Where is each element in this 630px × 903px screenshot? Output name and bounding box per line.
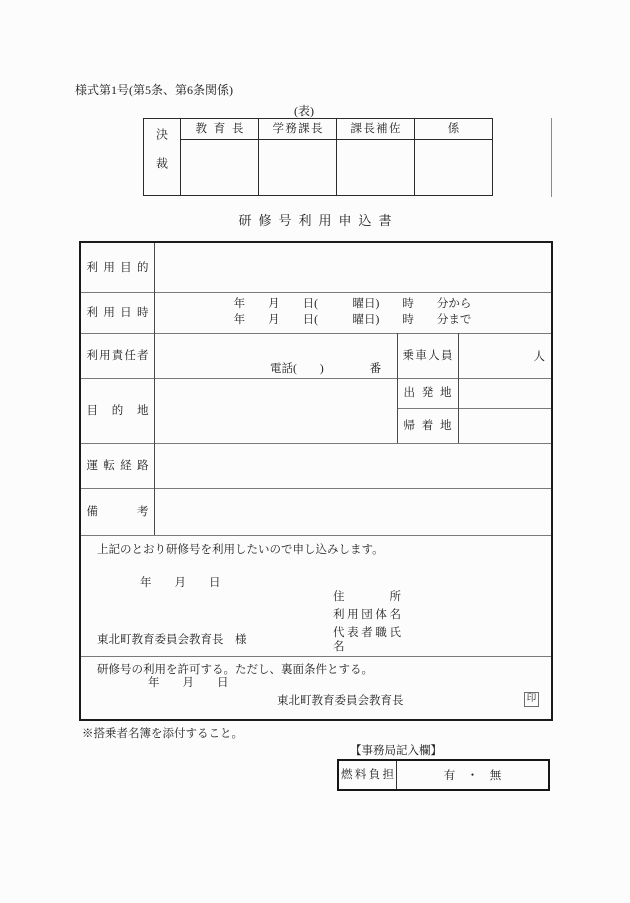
approval-row-header-cell [144,119,181,195]
return-label-cell [397,408,458,443]
datetime-label: 利用日時 [86,306,149,319]
address-label: 住所 [333,591,401,603]
approval-column-assistant-chief [337,119,415,195]
datetime-input-area [154,292,551,333]
remarks-label: 備考 [86,505,149,518]
departure-label: 出発地 [403,387,452,399]
fuel-label: 燃料負担 [341,769,394,781]
organization-label: 利用団体名 [333,609,401,621]
addressee-line: 東北町教育委員会教育長 様 [97,634,247,646]
application-form-table [79,241,553,721]
approval-column-staff [415,119,492,195]
fuel-options: 有 ・ 無 [443,770,502,782]
datetime-label-cell [81,292,154,333]
form-number: 様式第1号(第5条、第6条関係) [75,83,233,97]
document-title: 研修号利用申込書 [238,213,399,228]
destination-label: 目的地 [86,404,149,417]
approval-column-header [415,119,492,140]
datetime-from-line: 年 月 日( 曜日) 時 分から [233,298,472,310]
application-section [81,535,551,656]
approval-row-header: 決裁 [154,128,169,186]
approval-stamp-area [259,140,336,195]
application-statement: 上記のとおり研修号を利用したいので申し込みします。 [97,544,384,556]
departure-label-cell [397,378,458,408]
application-date-line: 年 月 日 [140,577,221,589]
approval-column-header [181,119,258,140]
approval-column-label: 教育長 [195,123,244,135]
purpose-input-area [154,243,551,292]
route-label: 運転経路 [86,459,149,472]
departure-input-area [458,378,551,408]
responsible-label-cell [81,333,154,378]
approval-column-school-affairs-chief [259,119,337,195]
fuel-label-cell [339,761,397,789]
passengers-label-cell [397,333,458,378]
approval-stamp-area [337,140,414,195]
approval-column-label: 係 [447,123,460,135]
applicant-info-block [333,590,401,658]
approval-stamp-area [181,140,258,195]
approval-column-label: 課長補佐 [350,123,401,135]
office-use-title: 【事務局記入欄】 [350,745,442,757]
passengers-label: 乗車人員 [402,349,453,362]
responsible-label: 利用責任者 [86,349,149,362]
fuel-options-cell [397,761,548,789]
destination-label-cell [81,378,154,443]
office-use-table [337,759,550,791]
approval-stamp-table [143,118,493,196]
return-input-area [458,408,551,443]
permission-statement: 研修号の利用を許可する。ただし、裏面条件とする。 [97,664,373,676]
remarks-input-area [154,488,551,535]
datetime-to-line: 年 月 日( 曜日) 時 分まで [233,313,472,326]
seal-box [524,692,539,707]
approval-column-label: 学務課長 [272,123,323,135]
purpose-label-cell [81,243,154,292]
front-side-label: (表) [294,104,314,118]
page-edge-rule [551,118,552,197]
passengers-value-cell [458,333,551,378]
representative-label: 代表者職氏名 [333,627,401,653]
passengers-unit: 人 [533,350,545,363]
phone-line: 電話( ) 番 [270,363,382,375]
permission-date-line: 年 月 日 [148,677,229,689]
attachment-footnote: ※搭乗者名簿を添付すること。 [82,728,243,740]
remarks-label-cell [81,488,154,535]
permission-signer: 東北町教育委員会教育長 [277,695,404,707]
approval-stamp-area [415,140,492,195]
return-label: 帰着地 [403,419,452,432]
permission-section [81,656,551,719]
approval-column-header [259,119,336,140]
route-input-area [154,443,551,488]
purpose-label: 利用目的 [86,261,149,274]
seal-mark: 印 [526,693,537,704]
route-label-cell [81,443,154,488]
approval-column-header [337,119,414,140]
approval-column-superintendent [181,119,259,195]
